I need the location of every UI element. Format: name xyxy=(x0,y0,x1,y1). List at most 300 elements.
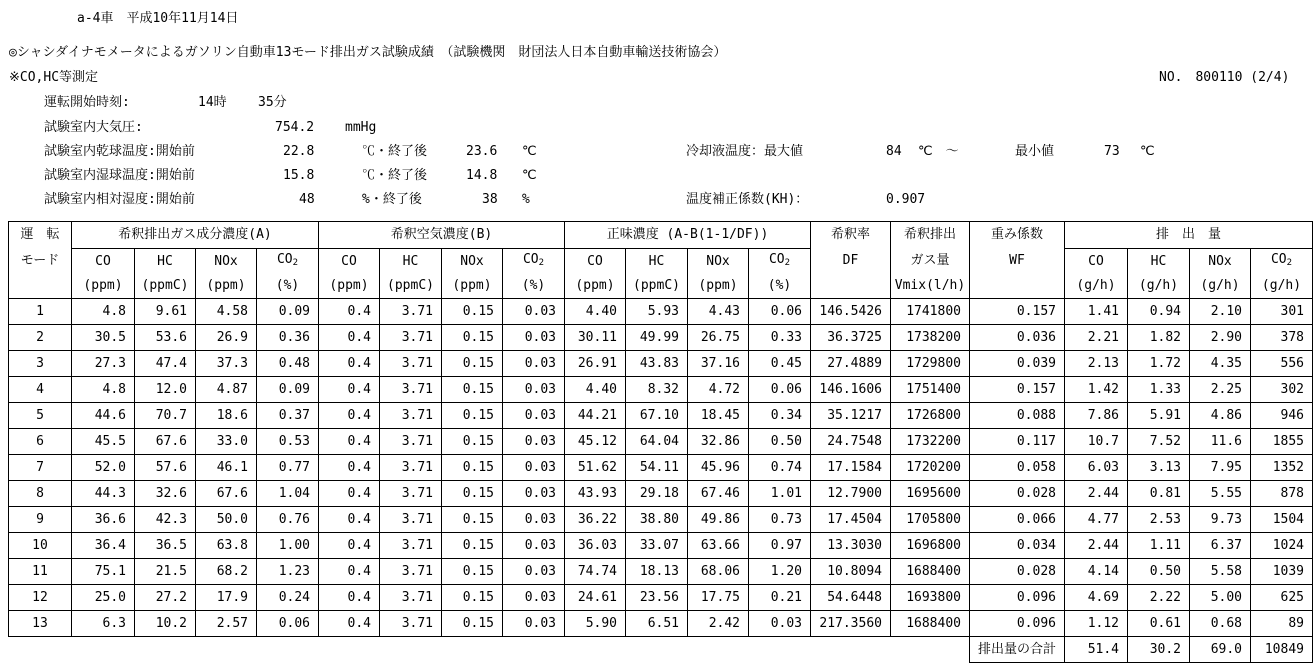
cell-emis-co2: 1039 xyxy=(1251,559,1313,585)
cell-mode: 2 xyxy=(9,325,72,351)
cell-wf: 0.157 xyxy=(970,377,1065,403)
cell-net-hc: 23.56 xyxy=(626,585,688,611)
unit-gh: (g/h) xyxy=(1065,274,1128,299)
cell-b-co2: 0.03 xyxy=(503,481,565,507)
cell-b-co: 0.4 xyxy=(319,403,380,429)
cell-emis-hc: 3.13 xyxy=(1128,455,1190,481)
cell-net-co2: 0.03 xyxy=(749,611,811,637)
table-row xyxy=(9,325,1313,351)
cell-mode: 11 xyxy=(9,559,72,585)
humidity-after: 38 xyxy=(482,192,498,207)
cell-b-co: 0.4 xyxy=(319,429,380,455)
cell-b-co2: 0.03 xyxy=(503,559,565,585)
table-data-rows xyxy=(9,299,1313,637)
cell-mode: 12 xyxy=(9,585,72,611)
unit-percent: (%) xyxy=(257,274,319,299)
cell-emis-co2: 625 xyxy=(1251,585,1313,611)
cell-net-co: 45.12 xyxy=(565,429,626,455)
cell-net-co: 24.61 xyxy=(565,585,626,611)
dry-bulb-mid: ℃・終了後 xyxy=(362,144,428,159)
cell-wf: 0.088 xyxy=(970,403,1065,429)
cell-a-co2: 0.09 xyxy=(257,377,319,403)
cell-emis-hc: 1.33 xyxy=(1128,377,1190,403)
cell-b-co2: 0.03 xyxy=(503,377,565,403)
cell-a-co2: 0.76 xyxy=(257,507,319,533)
cell-b-hc: 3.71 xyxy=(380,611,442,637)
cell-mode: 7 xyxy=(9,455,72,481)
cell-emis-co2: 878 xyxy=(1251,481,1313,507)
cell-net-co2: 0.50 xyxy=(749,429,811,455)
cell-net-nox: 26.75 xyxy=(688,325,749,351)
cell-a-hc: 47.4 xyxy=(135,351,196,377)
cell-a-nox: 33.0 xyxy=(196,429,257,455)
cell-vmix: 1729800 xyxy=(891,351,970,377)
cell-a-co2: 1.04 xyxy=(257,481,319,507)
unit-ppm: (ppm) xyxy=(72,274,135,299)
cell-emis-co: 4.14 xyxy=(1065,559,1128,585)
cell-b-co2: 0.03 xyxy=(503,403,565,429)
cell-a-hc: 53.6 xyxy=(135,325,196,351)
cell-a-nox: 63.8 xyxy=(196,533,257,559)
humidity-mid: %・終了後 xyxy=(362,192,422,207)
cell-vmix: 1705800 xyxy=(891,507,970,533)
start-hour: 14時 xyxy=(198,95,227,110)
cell-a-co: 44.3 xyxy=(72,481,135,507)
gas-hc: HC xyxy=(626,249,688,275)
header-dilution-air: 希釈空気濃度(B) xyxy=(319,222,565,249)
cell-emis-co2: 556 xyxy=(1251,351,1313,377)
cell-emis-hc: 2.22 xyxy=(1128,585,1190,611)
measurement-note: ※CO,HC等測定 xyxy=(9,70,99,85)
cell-a-nox: 2.57 xyxy=(196,611,257,637)
cell-net-co: 44.21 xyxy=(565,403,626,429)
cell-emis-nox: 4.86 xyxy=(1190,403,1251,429)
cell-net-co: 36.03 xyxy=(565,533,626,559)
wet-bulb-unit: ℃ xyxy=(522,168,537,183)
header-mode-3 xyxy=(9,274,72,299)
cell-mode: 1 xyxy=(9,299,72,325)
coolant-label: 冷却液温度：最大値 xyxy=(686,144,804,159)
kh-label: 温度補正係数(KH)： xyxy=(686,192,809,207)
cell-a-nox: 4.58 xyxy=(196,299,257,325)
cell-emis-co: 2.44 xyxy=(1065,533,1128,559)
cell-b-nox: 0.15 xyxy=(442,403,503,429)
cell-a-co2: 0.37 xyxy=(257,403,319,429)
gas-co: CO xyxy=(1065,249,1128,275)
cell-a-nox: 26.9 xyxy=(196,325,257,351)
cell-b-co: 0.4 xyxy=(319,351,380,377)
cell-a-co2: 0.53 xyxy=(257,429,319,455)
cell-emis-co2: 946 xyxy=(1251,403,1313,429)
cell-emis-co: 2.44 xyxy=(1065,481,1128,507)
cell-b-co: 0.4 xyxy=(319,507,380,533)
cell-b-co: 0.4 xyxy=(319,481,380,507)
unit-ppmc: (ppmC) xyxy=(380,274,442,299)
cell-wf: 0.039 xyxy=(970,351,1065,377)
total-nox: 69.0 xyxy=(1190,637,1251,663)
cell-emis-co2: 378 xyxy=(1251,325,1313,351)
wet-bulb-mid: ℃・終了後 xyxy=(362,168,428,183)
dry-bulb-unit: ℃ xyxy=(522,144,537,159)
start-time-label: 運転開始時刻: xyxy=(44,95,130,110)
cell-a-hc: 21.5 xyxy=(135,559,196,585)
cell-net-co2: 1.01 xyxy=(749,481,811,507)
cell-vmix: 1751400 xyxy=(891,377,970,403)
cell-a-hc: 9.61 xyxy=(135,299,196,325)
gas-hc: HC xyxy=(1128,249,1190,275)
cell-b-hc: 3.71 xyxy=(380,507,442,533)
cell-b-nox: 0.15 xyxy=(442,455,503,481)
cell-emis-hc: 1.82 xyxy=(1128,325,1190,351)
totals-label: 排出量の合計 xyxy=(970,637,1065,663)
cell-b-co2: 0.03 xyxy=(503,533,565,559)
cell-net-hc: 29.18 xyxy=(626,481,688,507)
cell-emis-nox: 5.55 xyxy=(1190,481,1251,507)
cell-net-co2: 0.97 xyxy=(749,533,811,559)
cell-net-hc: 6.51 xyxy=(626,611,688,637)
document-number: NO. 800110 (2/4) xyxy=(1159,70,1290,85)
vehicle-date: a-4車 平成10年11月14日 xyxy=(77,11,239,26)
cell-vmix: 1720200 xyxy=(891,455,970,481)
gas-co2: $CO_2$ xyxy=(503,249,565,275)
gas-co: CO xyxy=(565,249,626,275)
cell-net-co2: 0.34 xyxy=(749,403,811,429)
cell-emis-co2: 1024 xyxy=(1251,533,1313,559)
cell-net-hc: 67.10 xyxy=(626,403,688,429)
cell-net-nox: 68.06 xyxy=(688,559,749,585)
table-row xyxy=(9,299,1313,325)
cell-mode: 5 xyxy=(9,403,72,429)
cell-df: 36.3725 xyxy=(811,325,891,351)
cell-df: 35.1217 xyxy=(811,403,891,429)
cell-wf: 0.117 xyxy=(970,429,1065,455)
cell-b-hc: 3.71 xyxy=(380,299,442,325)
cell-b-hc: 3.71 xyxy=(380,559,442,585)
unit-ppm: (ppm) xyxy=(319,274,380,299)
cell-net-nox: 49.86 xyxy=(688,507,749,533)
unit-percent: (%) xyxy=(503,274,565,299)
cell-a-co: 52.0 xyxy=(72,455,135,481)
wet-bulb-after: 14.8 xyxy=(466,168,498,183)
cell-a-hc: 36.5 xyxy=(135,533,196,559)
cell-a-nox: 68.2 xyxy=(196,559,257,585)
cell-wf: 0.157 xyxy=(970,299,1065,325)
cell-net-nox: 2.42 xyxy=(688,611,749,637)
table-row xyxy=(9,611,1313,637)
cell-net-hc: 18.13 xyxy=(626,559,688,585)
cell-emis-co: 1.41 xyxy=(1065,299,1128,325)
wet-bulb-label: 試験室内湿球温度:開始前 xyxy=(44,168,195,183)
unit-percent: (%) xyxy=(749,274,811,299)
cell-net-hc: 43.83 xyxy=(626,351,688,377)
cell-b-hc: 3.71 xyxy=(380,455,442,481)
header-emissions: 排 出 量 xyxy=(1065,222,1313,249)
cell-net-co: 74.74 xyxy=(565,559,626,585)
cell-wf: 0.096 xyxy=(970,611,1065,637)
cell-emis-nox: 6.37 xyxy=(1190,533,1251,559)
cell-df: 146.5426 xyxy=(811,299,891,325)
cell-emis-nox: 4.35 xyxy=(1190,351,1251,377)
gas-nox: NOx xyxy=(1190,249,1251,275)
cell-wf: 0.096 xyxy=(970,585,1065,611)
cell-net-nox: 45.96 xyxy=(688,455,749,481)
cell-b-nox: 0.15 xyxy=(442,533,503,559)
cell-a-co: 36.6 xyxy=(72,507,135,533)
cell-a-co2: 1.23 xyxy=(257,559,319,585)
table-row xyxy=(9,455,1313,481)
cell-df: 17.1584 xyxy=(811,455,891,481)
cell-b-hc: 3.71 xyxy=(380,325,442,351)
cell-b-co2: 0.03 xyxy=(503,429,565,455)
cell-df: 17.4504 xyxy=(811,507,891,533)
cell-emis-hc: 1.72 xyxy=(1128,351,1190,377)
cell-vmix: 1741800 xyxy=(891,299,970,325)
cell-emis-co2: 302 xyxy=(1251,377,1313,403)
pressure-label: 試験室内大気圧: xyxy=(44,120,143,135)
cell-a-co: 44.6 xyxy=(72,403,135,429)
cell-a-co2: 0.48 xyxy=(257,351,319,377)
total-co: 51.4 xyxy=(1065,637,1128,663)
cell-net-co2: 0.06 xyxy=(749,299,811,325)
cell-vmix: 1693800 xyxy=(891,585,970,611)
cell-a-co: 36.4 xyxy=(72,533,135,559)
header-mode-2: モード xyxy=(9,249,72,275)
cell-vmix: 1732200 xyxy=(891,429,970,455)
unit-gh: (g/h) xyxy=(1190,274,1251,299)
total-co2: 10849 xyxy=(1251,637,1313,663)
cell-a-nox: 17.9 xyxy=(196,585,257,611)
cell-df: 217.3560 xyxy=(811,611,891,637)
report-title: ◎シャシダイナモメータによるガソリン自動車13モード排出ガス試験成績 （試験機関 財団法人日本自動車輸送技術協会） xyxy=(9,45,727,60)
cell-a-co2: 1.00 xyxy=(257,533,319,559)
header-wf-2: WF xyxy=(970,249,1065,275)
cell-b-co2: 0.03 xyxy=(503,507,565,533)
cell-emis-co2: 301 xyxy=(1251,299,1313,325)
cell-emis-hc: 0.81 xyxy=(1128,481,1190,507)
table-row xyxy=(9,403,1313,429)
cell-a-co: 4.8 xyxy=(72,299,135,325)
cell-a-co2: 0.24 xyxy=(257,585,319,611)
cell-emis-co2: 1855 xyxy=(1251,429,1313,455)
cell-emis-co: 2.21 xyxy=(1065,325,1128,351)
header-df-3 xyxy=(811,274,891,299)
gas-co: CO xyxy=(72,249,135,275)
cell-vmix: 1695600 xyxy=(891,481,970,507)
cell-b-nox: 0.15 xyxy=(442,351,503,377)
cell-a-co: 27.3 xyxy=(72,351,135,377)
cell-a-co: 75.1 xyxy=(72,559,135,585)
cell-emis-nox: 0.68 xyxy=(1190,611,1251,637)
cell-b-nox: 0.15 xyxy=(442,481,503,507)
humidity-unit: % xyxy=(522,192,530,207)
table-row xyxy=(9,559,1313,585)
cell-b-nox: 0.15 xyxy=(442,559,503,585)
cell-wf: 0.036 xyxy=(970,325,1065,351)
cell-mode: 3 xyxy=(9,351,72,377)
cell-a-co: 25.0 xyxy=(72,585,135,611)
cell-a-co: 4.8 xyxy=(72,377,135,403)
cell-emis-nox: 2.25 xyxy=(1190,377,1251,403)
cell-net-co: 5.90 xyxy=(565,611,626,637)
cell-vmix: 1688400 xyxy=(891,611,970,637)
cell-wf: 0.066 xyxy=(970,507,1065,533)
cell-net-nox: 63.66 xyxy=(688,533,749,559)
cell-emis-co: 10.7 xyxy=(1065,429,1128,455)
cell-emis-hc: 0.94 xyxy=(1128,299,1190,325)
cell-b-hc: 3.71 xyxy=(380,481,442,507)
unit-ppm: (ppm) xyxy=(442,274,503,299)
cell-a-co2: 0.09 xyxy=(257,299,319,325)
cell-net-nox: 18.45 xyxy=(688,403,749,429)
header-df-1: 希釈率 xyxy=(811,222,891,249)
cell-b-nox: 0.15 xyxy=(442,325,503,351)
wet-bulb-before: 15.8 xyxy=(283,168,315,183)
unit-ppm: (ppm) xyxy=(688,274,749,299)
cell-wf: 0.028 xyxy=(970,559,1065,585)
emission-results-table xyxy=(8,221,1313,663)
table-row xyxy=(9,377,1313,403)
cell-b-hc: 3.71 xyxy=(380,429,442,455)
header-vmix-3: Vmix(l/h) xyxy=(891,274,970,299)
gas-co2: $CO_2$ xyxy=(1251,249,1313,275)
cell-b-co: 0.4 xyxy=(319,377,380,403)
pressure-unit: mmHg xyxy=(345,120,377,135)
cell-b-co: 0.4 xyxy=(319,611,380,637)
cell-a-co: 30.5 xyxy=(72,325,135,351)
header-net-concentration: 正味濃度 (A-B(1-1/DF)) xyxy=(565,222,811,249)
cell-a-hc: 70.7 xyxy=(135,403,196,429)
unit-gh: (g/h) xyxy=(1128,274,1190,299)
unit-ppmc: (ppmC) xyxy=(626,274,688,299)
header-wf-1: 重み係数 xyxy=(970,222,1065,249)
coolant-min-unit: ℃ xyxy=(1140,144,1155,159)
cell-b-co: 0.4 xyxy=(319,325,380,351)
dry-bulb-after: 23.6 xyxy=(466,144,498,159)
cell-vmix: 1726800 xyxy=(891,403,970,429)
dry-bulb-label: 試験室内乾球温度:開始前 xyxy=(44,144,195,159)
cell-b-co2: 0.03 xyxy=(503,351,565,377)
cell-b-co2: 0.03 xyxy=(503,611,565,637)
cell-net-co2: 0.73 xyxy=(749,507,811,533)
cell-b-co: 0.4 xyxy=(319,455,380,481)
table-row xyxy=(9,351,1313,377)
cell-mode: 6 xyxy=(9,429,72,455)
gas-co: CO xyxy=(319,249,380,275)
cell-net-co2: 0.45 xyxy=(749,351,811,377)
cell-a-hc: 32.6 xyxy=(135,481,196,507)
cell-b-co2: 0.03 xyxy=(503,299,565,325)
cell-emis-co2: 89 xyxy=(1251,611,1313,637)
cell-df: 12.7900 xyxy=(811,481,891,507)
dry-bulb-before: 22.8 xyxy=(283,144,315,159)
coolant-min-label: 最小値 xyxy=(1015,144,1055,159)
cell-emis-hc: 7.52 xyxy=(1128,429,1190,455)
header-mode-1: 運 転 xyxy=(9,222,72,249)
table-row xyxy=(9,429,1313,455)
cell-mode: 8 xyxy=(9,481,72,507)
cell-net-nox: 4.72 xyxy=(688,377,749,403)
cell-b-hc: 3.71 xyxy=(380,533,442,559)
total-hc: 30.2 xyxy=(1128,637,1190,663)
cell-a-nox: 67.6 xyxy=(196,481,257,507)
cell-b-co: 0.4 xyxy=(319,533,380,559)
cell-emis-nox: 5.58 xyxy=(1190,559,1251,585)
cell-emis-co: 1.42 xyxy=(1065,377,1128,403)
cell-emis-hc: 0.61 xyxy=(1128,611,1190,637)
cell-df: 27.4889 xyxy=(811,351,891,377)
cell-emis-co2: 1504 xyxy=(1251,507,1313,533)
kh-value: 0.907 xyxy=(886,192,926,207)
cell-b-co2: 0.03 xyxy=(503,325,565,351)
cell-net-hc: 64.04 xyxy=(626,429,688,455)
cell-mode: 4 xyxy=(9,377,72,403)
cell-net-co: 4.40 xyxy=(565,377,626,403)
cell-net-hc: 38.80 xyxy=(626,507,688,533)
cell-mode: 13 xyxy=(9,611,72,637)
cell-vmix: 1688400 xyxy=(891,559,970,585)
cell-net-co2: 0.21 xyxy=(749,585,811,611)
cell-net-co2: 1.20 xyxy=(749,559,811,585)
cell-a-nox: 4.87 xyxy=(196,377,257,403)
cell-wf: 0.058 xyxy=(970,455,1065,481)
table-row xyxy=(9,507,1313,533)
gas-nox: NOx xyxy=(688,249,749,275)
header-df-2: DF xyxy=(811,249,891,275)
cell-emis-nox: 9.73 xyxy=(1190,507,1251,533)
unit-gh: (g/h) xyxy=(1251,274,1313,299)
cell-emis-co: 7.86 xyxy=(1065,403,1128,429)
cell-b-hc: 3.71 xyxy=(380,377,442,403)
start-minute: 35分 xyxy=(258,95,287,110)
cell-net-hc: 5.93 xyxy=(626,299,688,325)
cell-net-co: 4.40 xyxy=(565,299,626,325)
cell-df: 13.3030 xyxy=(811,533,891,559)
coolant-max: 84 xyxy=(886,144,902,159)
cell-b-nox: 0.15 xyxy=(442,611,503,637)
cell-b-hc: 3.71 xyxy=(380,585,442,611)
cell-emis-co: 4.77 xyxy=(1065,507,1128,533)
cell-b-co2: 0.03 xyxy=(503,585,565,611)
cell-emis-nox: 7.95 xyxy=(1190,455,1251,481)
cell-net-co: 43.93 xyxy=(565,481,626,507)
cell-b-nox: 0.15 xyxy=(442,377,503,403)
cell-a-hc: 57.6 xyxy=(135,455,196,481)
cell-df: 54.6448 xyxy=(811,585,891,611)
cell-emis-nox: 5.00 xyxy=(1190,585,1251,611)
cell-emis-hc: 5.91 xyxy=(1128,403,1190,429)
cell-net-nox: 67.46 xyxy=(688,481,749,507)
cell-b-co: 0.4 xyxy=(319,559,380,585)
cell-a-nox: 18.6 xyxy=(196,403,257,429)
cell-df: 24.7548 xyxy=(811,429,891,455)
cell-net-co: 30.11 xyxy=(565,325,626,351)
header-wf-3 xyxy=(970,274,1065,299)
cell-b-nox: 0.15 xyxy=(442,507,503,533)
gas-hc: HC xyxy=(380,249,442,275)
cell-emis-co: 4.69 xyxy=(1065,585,1128,611)
cell-net-nox: 37.16 xyxy=(688,351,749,377)
cell-b-hc: 3.71 xyxy=(380,403,442,429)
cell-net-hc: 33.07 xyxy=(626,533,688,559)
unit-ppm: (ppm) xyxy=(196,274,257,299)
cell-net-nox: 4.43 xyxy=(688,299,749,325)
table-row xyxy=(9,585,1313,611)
cell-net-co2: 0.06 xyxy=(749,377,811,403)
totals-spacer xyxy=(9,637,970,663)
cell-net-nox: 17.75 xyxy=(688,585,749,611)
cell-emis-hc: 1.11 xyxy=(1128,533,1190,559)
cell-emis-nox: 2.90 xyxy=(1190,325,1251,351)
